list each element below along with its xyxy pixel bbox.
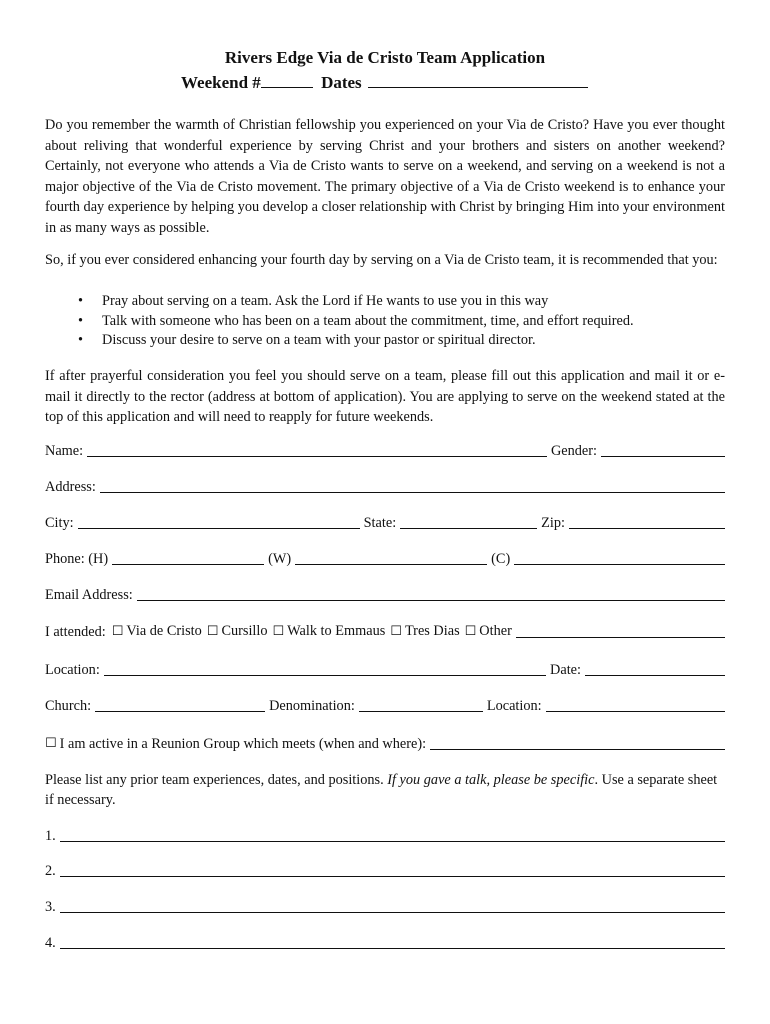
- weekend-number-field[interactable]: [261, 72, 313, 88]
- option-cursillo[interactable]: ☐ Cursillo: [206, 623, 268, 639]
- page-title: Rivers Edge Via de Cristo Team Application: [224, 48, 546, 67]
- checkbox-icon[interactable]: ☐: [464, 624, 477, 639]
- bullet-icon: •: [78, 312, 84, 329]
- experience-line-2: [45, 860, 725, 880]
- attended-label: I attended:: [45, 624, 106, 640]
- experience-number: 1.: [45, 828, 56, 844]
- church-field[interactable]: [95, 697, 265, 712]
- state-field[interactable]: [400, 514, 537, 529]
- name-field[interactable]: [87, 442, 547, 457]
- email-label: Email Address:: [45, 587, 133, 603]
- gender-label: Gender:: [550, 443, 597, 459]
- checkbox-icon[interactable]: ☐: [111, 624, 124, 639]
- city-field[interactable]: [78, 514, 360, 529]
- bullet-icon: •: [78, 332, 84, 348]
- weekend-label: Weekend #: [181, 73, 261, 92]
- checkbox-icon[interactable]: ☐: [390, 624, 402, 639]
- list-item: • Discuss your desire to serve on a team with your pastor or spiritual director.: [45, 331, 725, 351]
- dates-field[interactable]: [368, 72, 588, 88]
- phone-work-label: (W): [268, 551, 292, 567]
- experience-field[interactable]: [60, 934, 725, 949]
- experience-number: 4.: [45, 935, 56, 951]
- city-row: [45, 512, 725, 532]
- denomination-label: Denomination:: [269, 698, 355, 714]
- experience-field[interactable]: [60, 827, 725, 842]
- email-row: [45, 584, 725, 604]
- option-via-de-cristo[interactable]: ☐ Via de Cristo: [111, 623, 202, 639]
- phone-cell-label: (C): [491, 551, 511, 567]
- intro-paragraph-2: So, if you ever considered enhancing your fourth day by serving on a Via de Cristo team, it is recommended that you:: [45, 252, 718, 268]
- intro-paragraph-1: Do you remember the warmth of Christian fellowship you experienced on your Via de Cristo? Have you ever thought about reliving that wonderful experience by serving Christ and your brothers and sisters on another weekend? Certainly, not everyone who attends a Via de Cristo wants to serve on a weekend, and serving on a weekend is not a major objective of the Via de Cristo movement. The primary objective of a Via de Cristo weekend is to enhance your fourth day experience by helping you develop a closer relationship with Christ by bringing Him into your environment in as many ways as possible.: [45, 117, 725, 236]
- weekend-dates-header: [181, 72, 588, 93]
- church-location-field[interactable]: [546, 697, 725, 712]
- phone-home-label: Phone: (H): [45, 551, 109, 567]
- location-field[interactable]: [104, 661, 546, 676]
- bullet-icon: •: [78, 293, 84, 309]
- experience-prompt: Please list any prior team experiences, dates, and positions. If you gave a talk, please be specific. Use a separate sheet if necessary.: [45, 772, 718, 808]
- option-other[interactable]: ☐ Other: [464, 623, 512, 639]
- intro-paragraph-3: If after prayerful consideration you feel you should serve on a team, please fill out this application and mail it or e-mail it directly to the rector (address at bottom of application). You are applying to serve on the weekend stated at the top of this application and will need to reapply for future weekends.: [45, 368, 725, 426]
- church-row: [45, 695, 725, 715]
- state-label: State:: [363, 515, 397, 531]
- reunion-row: [45, 733, 725, 753]
- phone-cell-field[interactable]: [514, 550, 725, 565]
- city-label: City:: [45, 515, 74, 531]
- experience-number: 2.: [45, 863, 56, 879]
- address-row: [45, 476, 725, 496]
- name-row: [45, 440, 725, 460]
- experience-field[interactable]: [60, 898, 725, 913]
- list-item: • Talk with someone who has been on a team about the commitment, time, and effort required.: [45, 312, 725, 332]
- email-field[interactable]: [137, 586, 725, 601]
- experience-field[interactable]: [60, 862, 725, 877]
- zip-field[interactable]: [569, 514, 725, 529]
- zip-label: Zip:: [541, 515, 565, 531]
- list-item: • Pray about serving on a team. Ask the Lord if He wants to use you in this way: [45, 292, 725, 312]
- name-label: Name:: [45, 443, 84, 459]
- phone-row: [45, 548, 725, 568]
- dates-label: Dates: [321, 73, 362, 92]
- option-tres-dias[interactable]: ☐ Tres Dias: [390, 623, 460, 639]
- reunion-checkbox-icon[interactable]: ☐: [45, 736, 57, 751]
- date-field[interactable]: [585, 661, 725, 676]
- experience-line-4: [45, 932, 725, 952]
- experience-line-3: [45, 896, 725, 916]
- church-label: Church:: [45, 698, 92, 714]
- address-field[interactable]: [100, 478, 725, 493]
- date-label: Date:: [550, 662, 581, 678]
- attended-row: [45, 621, 725, 641]
- recommendation-list: [45, 292, 725, 351]
- experience-number: 3.: [45, 899, 56, 915]
- reunion-field[interactable]: [430, 735, 725, 750]
- denomination-field[interactable]: [359, 697, 483, 712]
- phone-home-field[interactable]: [112, 550, 264, 565]
- experience-line-1: [45, 825, 725, 845]
- gender-field[interactable]: [601, 442, 725, 457]
- option-walk-to-emmaus[interactable]: ☐ Walk to Emmaus: [272, 623, 386, 639]
- other-field[interactable]: [516, 623, 725, 638]
- reunion-label: I am active in a Reunion Group which meets (when and where):: [59, 736, 427, 752]
- location-label: Location:: [45, 662, 100, 678]
- checkbox-icon[interactable]: ☐: [206, 624, 219, 639]
- church-location-label: Location:: [486, 698, 542, 714]
- address-label: Address:: [45, 479, 96, 495]
- location-row: [45, 659, 725, 679]
- checkbox-icon[interactable]: ☐: [272, 624, 285, 639]
- phone-work-field[interactable]: [295, 550, 487, 565]
